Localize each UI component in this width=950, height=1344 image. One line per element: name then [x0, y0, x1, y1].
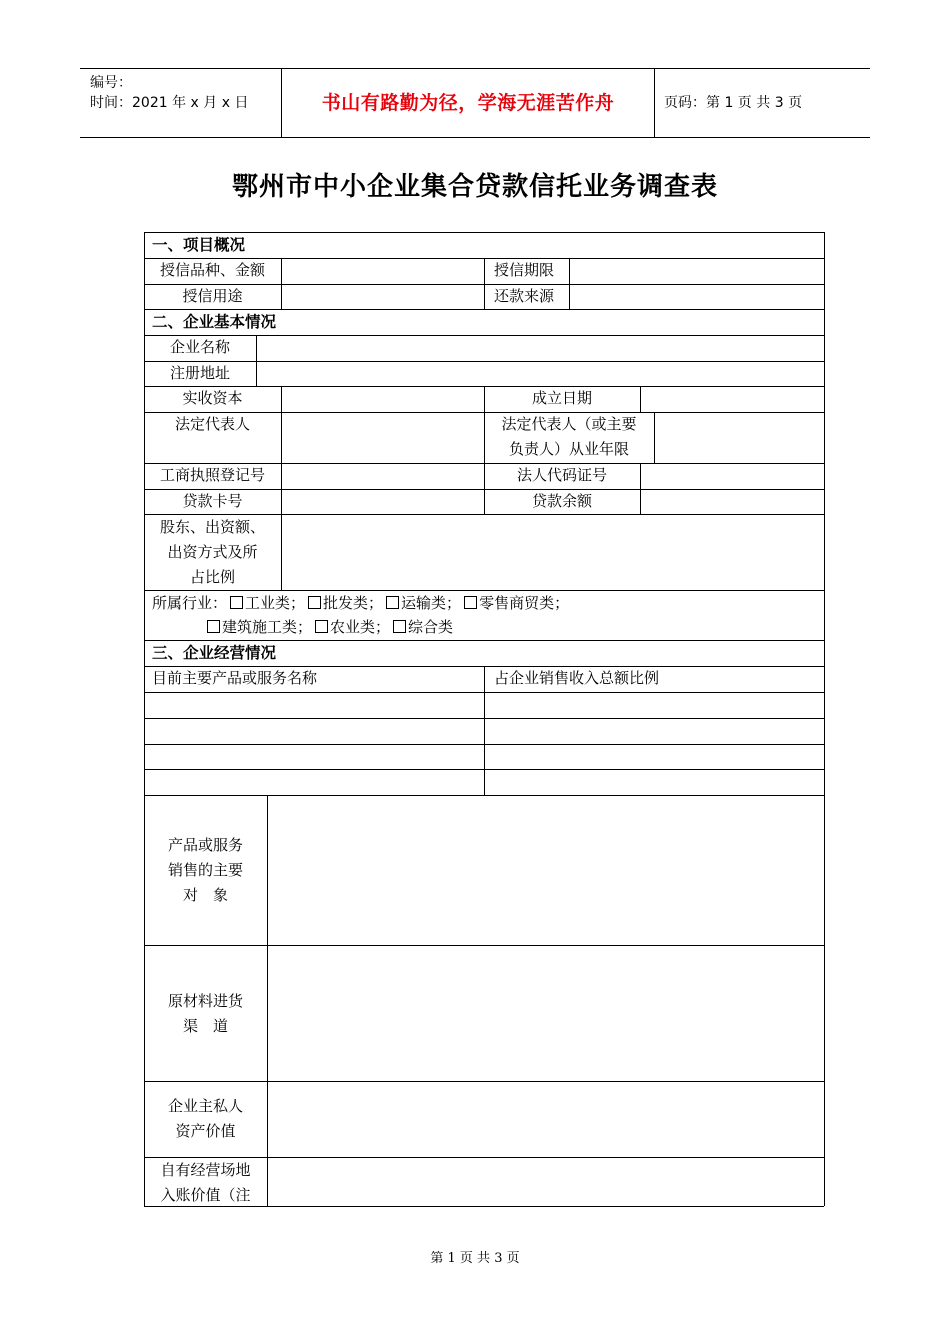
org-code-field[interactable]	[641, 464, 824, 489]
paid-capital-label: 实收资本	[182, 389, 243, 407]
found-date-label: 成立日期	[531, 389, 592, 407]
table-border-top	[144, 232, 824, 233]
industry-checkbox-transport[interactable]	[386, 596, 399, 609]
raw-material-label	[144, 989, 267, 1039]
sales-target-label-line2: 销售的主要	[167, 861, 243, 879]
industry-option-label: 建筑施工类；	[222, 618, 313, 636]
owner-assets-field[interactable]	[268, 1082, 824, 1157]
product-name-field[interactable]	[145, 719, 484, 744]
sales-target-field[interactable]	[268, 796, 824, 945]
page-footer: 第 1 页 共 3 页	[430, 1251, 520, 1266]
reg-address-label: 注册地址	[169, 364, 230, 382]
company-name-label: 企业名称	[169, 338, 230, 356]
credit-type-amount-label: 授信品种、金额	[159, 261, 265, 279]
company-name-field[interactable]	[257, 336, 824, 361]
sales-target-label-line3: 对 象	[182, 886, 228, 904]
product-ratio-field[interactable]	[485, 745, 824, 769]
industry-checkbox-comprehensive[interactable]	[393, 620, 406, 633]
repay-source-label: 还款来源	[494, 287, 555, 305]
credit-use-label: 授信用途	[182, 287, 243, 305]
industry-checkbox-construction[interactable]	[207, 620, 220, 633]
industry-option-label: 零售商贸类；	[479, 594, 570, 612]
industry-label: 所属行业：	[152, 594, 228, 612]
industry-checkbox-wholesale[interactable]	[308, 596, 321, 609]
industry-option-label: 工业类；	[245, 594, 306, 612]
industry-option-label: 运输类；	[401, 594, 462, 612]
own-premises-label	[144, 1158, 267, 1208]
page-header	[80, 68, 870, 138]
own-premises-label-line1: 自有经营场地	[160, 1161, 251, 1179]
found-date-field[interactable]	[641, 387, 824, 412]
industry-option-label: 综合类	[408, 618, 454, 636]
credit-term-field[interactable]	[570, 259, 824, 284]
industry-checkbox-industrial[interactable]	[230, 596, 243, 609]
product-column-header: 目前主要产品或服务名称	[152, 669, 318, 687]
product-ratio-field[interactable]	[485, 770, 824, 795]
document-title: 鄂州市中小企业集合贷款信托业务调查表	[231, 172, 718, 202]
credit-type-amount-field[interactable]	[282, 259, 484, 284]
sales-target-label-line1: 产品或服务	[167, 836, 243, 854]
section-heading: 三、企业经营情况	[152, 644, 277, 662]
industry-option-label: 农业类；	[330, 618, 391, 636]
org-code-label: 法人代码证号	[516, 466, 607, 484]
legal-rep-years-field[interactable]	[655, 413, 824, 463]
loan-balance-field[interactable]	[641, 490, 824, 514]
industry-row-2	[204, 615, 453, 640]
credit-term-label: 授信期限	[494, 261, 555, 279]
biz-license-field[interactable]	[282, 464, 484, 489]
loan-card-field[interactable]	[282, 490, 484, 514]
owner-assets-label	[144, 1094, 267, 1144]
paid-capital-field[interactable]	[282, 387, 484, 412]
loan-balance-label: 贷款余额	[531, 492, 592, 510]
raw-material-field[interactable]	[268, 946, 824, 1081]
owner-assets-label-line2: 资产价值	[175, 1122, 236, 1140]
biz-license-label: 工商执照登记号	[159, 466, 265, 484]
legal-rep-label: 法定代表人	[174, 415, 250, 433]
repay-source-field[interactable]	[570, 285, 824, 309]
product-name-field[interactable]	[145, 745, 484, 769]
table-border-right	[824, 232, 825, 1206]
reg-address-field[interactable]	[257, 362, 824, 386]
serial-label: 编号：	[90, 75, 132, 91]
col-rule	[484, 258, 485, 309]
legal-rep-years-label-line2: 负责人）从业年限	[508, 440, 629, 458]
section-heading: 二、企业基本情况	[152, 313, 277, 331]
own-premises-field[interactable]	[268, 1158, 824, 1206]
industry-checkbox-retail[interactable]	[464, 596, 477, 609]
loan-card-label: 贷款卡号	[182, 492, 243, 510]
header-page-info: 页码：第 1 页 共 3 页	[664, 95, 803, 111]
owner-assets-label-line1: 企业主私人	[167, 1097, 243, 1115]
product-ratio-field[interactable]	[485, 719, 824, 744]
shareholders-label-line2: 出资方式及所	[167, 543, 258, 561]
shareholders-label-line3: 占比例	[189, 568, 235, 586]
raw-material-label-line1: 原材料进货	[167, 992, 243, 1010]
industry-row-1	[152, 591, 569, 616]
industry-option-label: 批发类；	[323, 594, 384, 612]
legal-rep-field[interactable]	[282, 413, 484, 463]
sales-target-label	[144, 833, 267, 908]
raw-material-label-line2: 渠 道	[182, 1017, 228, 1035]
header-motto: 书山有路勤为径，学海无涯苦作舟	[282, 69, 655, 137]
shareholders-field[interactable]	[282, 515, 824, 590]
product-ratio-field[interactable]	[485, 693, 824, 718]
time-label: 时间：2021 年 x 月 x 日	[90, 95, 249, 111]
ratio-column-header: 占企业销售收入总额比例	[494, 669, 660, 687]
own-premises-label-line2: 入账价值（注	[160, 1186, 251, 1204]
product-name-field[interactable]	[145, 693, 484, 718]
credit-use-field[interactable]	[282, 285, 484, 309]
header-meta-cell	[80, 69, 282, 137]
shareholders-label-line1: 股东、出资额、	[159, 518, 265, 536]
product-name-field[interactable]	[145, 770, 484, 795]
shareholders-label	[144, 515, 281, 590]
industry-checkbox-agriculture[interactable]	[315, 620, 328, 633]
survey-form-table	[144, 232, 824, 1206]
section-heading: 一、项目概况	[152, 236, 246, 254]
legal-rep-years-label-line1: 法定代表人（或主要	[501, 415, 637, 433]
